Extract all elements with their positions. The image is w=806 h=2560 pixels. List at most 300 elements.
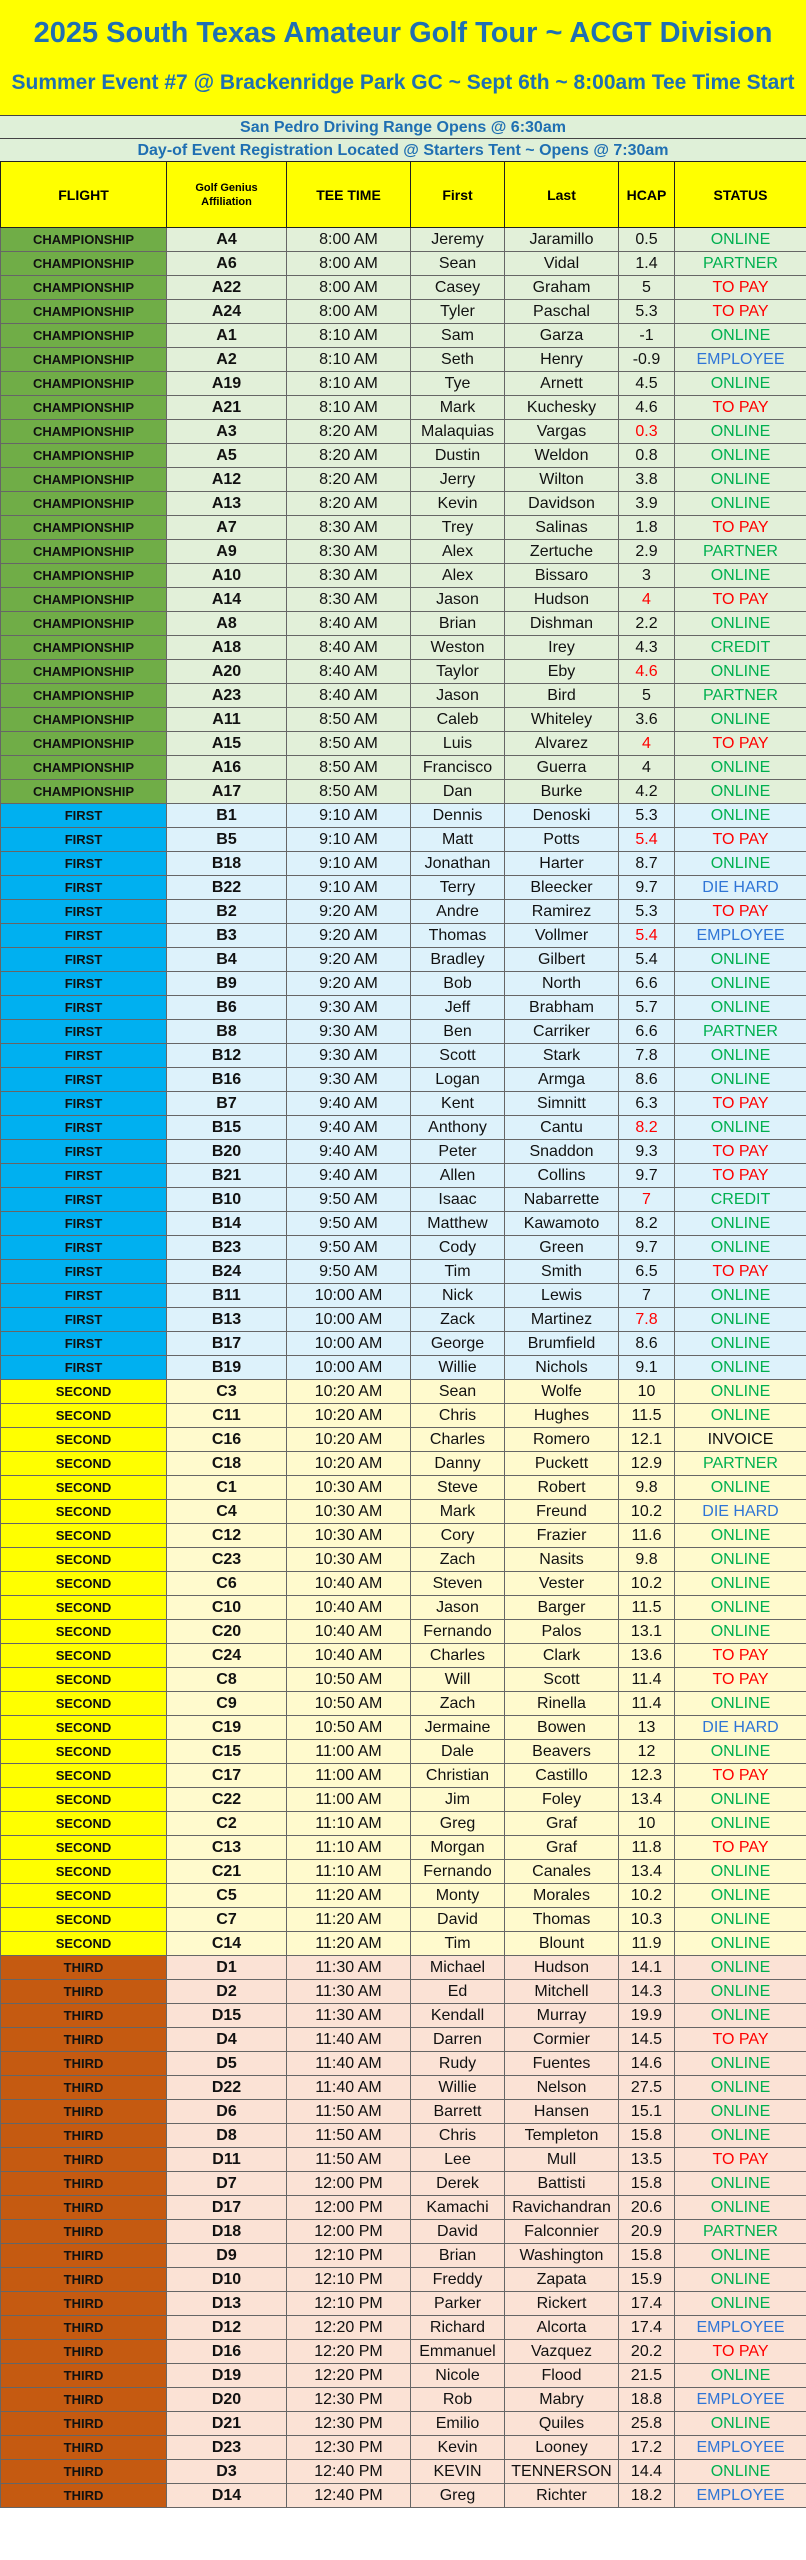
- flight-cell: FIRST: [1, 1140, 167, 1164]
- table-row: [1, 1692, 806, 1716]
- first-name-cell: Lee: [411, 2148, 505, 2172]
- table-row: [1, 1236, 806, 1260]
- hcap-cell: 6.6: [619, 1020, 675, 1044]
- status-cell: DIE HARD: [675, 1716, 806, 1740]
- last-name-cell: Cormier: [505, 2028, 619, 2052]
- col-header-last: Last: [505, 162, 619, 228]
- status-cell: ONLINE: [675, 1212, 806, 1236]
- last-name-cell: Gilbert: [505, 948, 619, 972]
- first-name-cell: Nicole: [411, 2364, 505, 2388]
- tee-time-cell: 9:20 AM: [287, 924, 411, 948]
- first-name-cell: Casey: [411, 276, 505, 300]
- status-cell: EMPLOYEE: [675, 2316, 806, 2340]
- first-name-cell: Taylor: [411, 660, 505, 684]
- affiliation-cell: D14: [167, 2484, 287, 2508]
- tee-time-cell: 10:30 AM: [287, 1476, 411, 1500]
- last-name-cell: Stark: [505, 1044, 619, 1068]
- status-cell: ONLINE: [675, 1620, 806, 1644]
- table-row: [1, 1740, 806, 1764]
- hcap-cell: 0.5: [619, 228, 675, 252]
- first-name-cell: Steven: [411, 1572, 505, 1596]
- status-cell: ONLINE: [675, 1332, 806, 1356]
- flight-cell: SECOND: [1, 1620, 167, 1644]
- tee-time-cell: 8:20 AM: [287, 468, 411, 492]
- flight-cell: FIRST: [1, 876, 167, 900]
- table-row: [1, 2220, 806, 2244]
- table-row: [1, 612, 806, 636]
- hcap-cell: 3: [619, 564, 675, 588]
- tee-time-cell: 10:30 AM: [287, 1500, 411, 1524]
- hcap-cell: 10.2: [619, 1500, 675, 1524]
- flight-cell: FIRST: [1, 996, 167, 1020]
- affiliation-cell: B15: [167, 1116, 287, 1140]
- table-row: [1, 924, 806, 948]
- table-row: [1, 1332, 806, 1356]
- table-row: [1, 1812, 806, 1836]
- status-cell: EMPLOYEE: [675, 348, 806, 372]
- last-name-cell: Collins: [505, 1164, 619, 1188]
- tee-time-cell: 11:00 AM: [287, 1740, 411, 1764]
- status-cell: ONLINE: [675, 1044, 806, 1068]
- table-row: [1, 2100, 806, 2124]
- first-name-cell: Charles: [411, 1644, 505, 1668]
- first-name-cell: Zach: [411, 1548, 505, 1572]
- tee-time-cell: 11:40 AM: [287, 2076, 411, 2100]
- flight-cell: FIRST: [1, 972, 167, 996]
- tee-time-cell: 10:40 AM: [287, 1572, 411, 1596]
- last-name-cell: Nabarrette: [505, 1188, 619, 1212]
- affiliation-cell: C6: [167, 1572, 287, 1596]
- hcap-cell: 17.4: [619, 2316, 675, 2340]
- last-name-cell: Canales: [505, 1860, 619, 1884]
- hcap-cell: 17.2: [619, 2436, 675, 2460]
- affiliation-cell: A1: [167, 324, 287, 348]
- hcap-cell: 1.8: [619, 516, 675, 540]
- first-name-cell: Will: [411, 1668, 505, 1692]
- affiliation-cell: A17: [167, 780, 287, 804]
- last-name-cell: Mitchell: [505, 1980, 619, 2004]
- tee-time-cell: 9:10 AM: [287, 828, 411, 852]
- affiliation-cell: C17: [167, 1764, 287, 1788]
- first-name-cell: Christian: [411, 1764, 505, 1788]
- tee-time-cell: 11:10 AM: [287, 1836, 411, 1860]
- flight-cell: FIRST: [1, 1068, 167, 1092]
- status-cell: PARTNER: [675, 2220, 806, 2244]
- affiliation-cell: B22: [167, 876, 287, 900]
- tee-time-cell: 12:00 PM: [287, 2172, 411, 2196]
- flight-cell: SECOND: [1, 1452, 167, 1476]
- last-name-cell: Alvarez: [505, 732, 619, 756]
- affiliation-cell: D12: [167, 2316, 287, 2340]
- table-row: [1, 1500, 806, 1524]
- last-name-cell: Graf: [505, 1836, 619, 1860]
- table-row: [1, 1956, 806, 1980]
- flight-cell: CHAMPIONSHIP: [1, 636, 167, 660]
- table-row: [1, 1884, 806, 1908]
- table-row: [1, 1620, 806, 1644]
- flight-cell: THIRD: [1, 2172, 167, 2196]
- status-cell: ONLINE: [675, 372, 806, 396]
- table-row: [1, 1164, 806, 1188]
- flight-cell: SECOND: [1, 1836, 167, 1860]
- table-body: [1, 228, 806, 2508]
- hcap-cell: 12: [619, 1740, 675, 1764]
- affiliation-cell: A18: [167, 636, 287, 660]
- hcap-cell: 11.4: [619, 1692, 675, 1716]
- last-name-cell: Looney: [505, 2436, 619, 2460]
- last-name-cell: Quiles: [505, 2412, 619, 2436]
- affiliation-cell: A9: [167, 540, 287, 564]
- last-name-cell: Snaddon: [505, 1140, 619, 1164]
- status-cell: DIE HARD: [675, 1500, 806, 1524]
- flight-cell: CHAMPIONSHIP: [1, 708, 167, 732]
- hcap-cell: 8.7: [619, 852, 675, 876]
- flight-cell: FIRST: [1, 1260, 167, 1284]
- status-cell: ONLINE: [675, 492, 806, 516]
- flight-cell: SECOND: [1, 1572, 167, 1596]
- last-name-cell: Potts: [505, 828, 619, 852]
- tee-time-cell: 11:50 AM: [287, 2124, 411, 2148]
- table-row: [1, 1116, 806, 1140]
- last-name-cell: Vidal: [505, 252, 619, 276]
- affiliation-cell: C16: [167, 1428, 287, 1452]
- flight-cell: CHAMPIONSHIP: [1, 300, 167, 324]
- first-name-cell: Willie: [411, 1356, 505, 1380]
- first-name-cell: Willie: [411, 2076, 505, 2100]
- first-name-cell: Emilio: [411, 2412, 505, 2436]
- flight-cell: THIRD: [1, 2004, 167, 2028]
- tee-time-cell: 10:00 AM: [287, 1356, 411, 1380]
- last-name-cell: Vazquez: [505, 2340, 619, 2364]
- first-name-cell: Matt: [411, 828, 505, 852]
- tee-time-table: [0, 161, 806, 2508]
- first-name-cell: Allen: [411, 1164, 505, 1188]
- tee-time-cell: 12:10 PM: [287, 2292, 411, 2316]
- flight-cell: SECOND: [1, 1476, 167, 1500]
- last-name-cell: Puckett: [505, 1452, 619, 1476]
- status-cell: PARTNER: [675, 684, 806, 708]
- flight-cell: SECOND: [1, 1596, 167, 1620]
- tee-time-cell: 9:20 AM: [287, 972, 411, 996]
- first-name-cell: Tye: [411, 372, 505, 396]
- flight-cell: THIRD: [1, 2196, 167, 2220]
- tee-time-cell: 9:20 AM: [287, 900, 411, 924]
- hcap-cell: 21.5: [619, 2364, 675, 2388]
- first-name-cell: Terry: [411, 876, 505, 900]
- first-name-cell: Ed: [411, 1980, 505, 2004]
- table-row: [1, 2340, 806, 2364]
- table-row: [1, 2148, 806, 2172]
- flight-cell: CHAMPIONSHIP: [1, 468, 167, 492]
- flight-cell: SECOND: [1, 1524, 167, 1548]
- table-row: [1, 1068, 806, 1092]
- status-cell: ONLINE: [675, 2196, 806, 2220]
- tee-time-cell: 9:30 AM: [287, 1068, 411, 1092]
- hcap-cell: 5.4: [619, 828, 675, 852]
- col-header-affiliation-line1: Golf Genius: [195, 181, 258, 194]
- flight-cell: FIRST: [1, 828, 167, 852]
- flight-cell: FIRST: [1, 1284, 167, 1308]
- status-cell: EMPLOYEE: [675, 924, 806, 948]
- flight-cell: CHAMPIONSHIP: [1, 324, 167, 348]
- hcap-cell: 2.9: [619, 540, 675, 564]
- affiliation-cell: C13: [167, 1836, 287, 1860]
- hcap-cell: 14.5: [619, 2028, 675, 2052]
- last-name-cell: Nasits: [505, 1548, 619, 1572]
- hcap-cell: 13.1: [619, 1620, 675, 1644]
- table-row: [1, 1668, 806, 1692]
- flight-cell: THIRD: [1, 2436, 167, 2460]
- affiliation-cell: D7: [167, 2172, 287, 2196]
- table-row: [1, 2196, 806, 2220]
- tee-time-cell: 8:00 AM: [287, 228, 411, 252]
- flight-cell: CHAMPIONSHIP: [1, 372, 167, 396]
- status-cell: ONLINE: [675, 2076, 806, 2100]
- hcap-cell: 11.9: [619, 1932, 675, 1956]
- status-cell: ONLINE: [675, 804, 806, 828]
- last-name-cell: Freund: [505, 1500, 619, 1524]
- affiliation-cell: C4: [167, 1500, 287, 1524]
- flight-cell: THIRD: [1, 2340, 167, 2364]
- table-row: [1, 732, 806, 756]
- table-row: [1, 588, 806, 612]
- first-name-cell: Fernando: [411, 1860, 505, 1884]
- affiliation-cell: D1: [167, 1956, 287, 1980]
- flight-cell: FIRST: [1, 804, 167, 828]
- first-name-cell: David: [411, 1908, 505, 1932]
- first-name-cell: Freddy: [411, 2268, 505, 2292]
- hcap-cell: 4.5: [619, 372, 675, 396]
- affiliation-cell: D11: [167, 2148, 287, 2172]
- first-name-cell: Rob: [411, 2388, 505, 2412]
- tee-time-cell: 11:20 AM: [287, 1908, 411, 1932]
- status-cell: TO PAY: [675, 588, 806, 612]
- flight-cell: FIRST: [1, 1308, 167, 1332]
- last-name-cell: Salinas: [505, 516, 619, 540]
- tee-time-cell: 10:20 AM: [287, 1428, 411, 1452]
- flight-cell: THIRD: [1, 2484, 167, 2508]
- first-name-cell: Kevin: [411, 492, 505, 516]
- table-row: [1, 660, 806, 684]
- affiliation-cell: C15: [167, 1740, 287, 1764]
- table-row: [1, 1860, 806, 1884]
- tee-time-cell: 8:50 AM: [287, 780, 411, 804]
- last-name-cell: Ramirez: [505, 900, 619, 924]
- last-name-cell: Ravichandran: [505, 2196, 619, 2220]
- affiliation-cell: A4: [167, 228, 287, 252]
- affiliation-cell: C10: [167, 1596, 287, 1620]
- hcap-cell: 8.6: [619, 1332, 675, 1356]
- flight-cell: CHAMPIONSHIP: [1, 516, 167, 540]
- flight-cell: SECOND: [1, 1716, 167, 1740]
- last-name-cell: Zapata: [505, 2268, 619, 2292]
- last-name-cell: Scott: [505, 1668, 619, 1692]
- first-name-cell: Charles: [411, 1428, 505, 1452]
- first-name-cell: Dustin: [411, 444, 505, 468]
- flight-cell: SECOND: [1, 1764, 167, 1788]
- tee-time-cell: 11:10 AM: [287, 1812, 411, 1836]
- table-row: [1, 1596, 806, 1620]
- hcap-cell: 4.6: [619, 396, 675, 420]
- table-row: [1, 2124, 806, 2148]
- status-cell: ONLINE: [675, 1356, 806, 1380]
- table-row: [1, 1572, 806, 1596]
- hcap-cell: 4: [619, 732, 675, 756]
- flight-cell: THIRD: [1, 2460, 167, 2484]
- hcap-cell: 18.2: [619, 2484, 675, 2508]
- status-cell: EMPLOYEE: [675, 2436, 806, 2460]
- tee-time-cell: 11:40 AM: [287, 2052, 411, 2076]
- last-name-cell: Fuentes: [505, 2052, 619, 2076]
- status-cell: ONLINE: [675, 1404, 806, 1428]
- flight-cell: CHAMPIONSHIP: [1, 276, 167, 300]
- affiliation-cell: C1: [167, 1476, 287, 1500]
- flight-cell: THIRD: [1, 1956, 167, 1980]
- flight-cell: SECOND: [1, 1692, 167, 1716]
- hcap-cell: 11.6: [619, 1524, 675, 1548]
- last-name-cell: Foley: [505, 1788, 619, 1812]
- status-cell: ONLINE: [675, 756, 806, 780]
- hcap-cell: 18.8: [619, 2388, 675, 2412]
- tee-time-cell: 12:40 PM: [287, 2460, 411, 2484]
- first-name-cell: Chris: [411, 1404, 505, 1428]
- status-cell: ONLINE: [675, 2004, 806, 2028]
- tee-time-cell: 8:40 AM: [287, 612, 411, 636]
- first-name-cell: Dennis: [411, 804, 505, 828]
- tee-time-cell: 10:20 AM: [287, 1380, 411, 1404]
- last-name-cell: Robert: [505, 1476, 619, 1500]
- last-name-cell: Richter: [505, 2484, 619, 2508]
- hcap-cell: 3.9: [619, 492, 675, 516]
- table-row: [1, 1140, 806, 1164]
- status-cell: TO PAY: [675, 2028, 806, 2052]
- hcap-cell: 5.3: [619, 900, 675, 924]
- status-cell: ONLINE: [675, 2292, 806, 2316]
- flight-cell: CHAMPIONSHIP: [1, 444, 167, 468]
- last-name-cell: Battisti: [505, 2172, 619, 2196]
- tee-time-cell: 11:30 AM: [287, 2004, 411, 2028]
- hcap-cell: 9.7: [619, 1236, 675, 1260]
- status-cell: TO PAY: [675, 2340, 806, 2364]
- affiliation-cell: A3: [167, 420, 287, 444]
- tee-time-cell: 12:10 PM: [287, 2244, 411, 2268]
- tee-time-cell: 12:40 PM: [287, 2484, 411, 2508]
- table-row: [1, 2028, 806, 2052]
- hcap-cell: 15.9: [619, 2268, 675, 2292]
- last-name-cell: Hudson: [505, 1956, 619, 1980]
- status-cell: TO PAY: [675, 900, 806, 924]
- last-name-cell: Palos: [505, 1620, 619, 1644]
- status-cell: ONLINE: [675, 2268, 806, 2292]
- hcap-cell: 4: [619, 588, 675, 612]
- flight-cell: SECOND: [1, 1860, 167, 1884]
- tee-time-cell: 9:30 AM: [287, 1044, 411, 1068]
- affiliation-cell: D2: [167, 1980, 287, 2004]
- tee-time-cell: 9:40 AM: [287, 1140, 411, 1164]
- first-name-cell: Steve: [411, 1476, 505, 1500]
- first-name-cell: Brian: [411, 2244, 505, 2268]
- last-name-cell: Davidson: [505, 492, 619, 516]
- status-cell: ONLINE: [675, 972, 806, 996]
- status-cell: ONLINE: [675, 1860, 806, 1884]
- last-name-cell: Carriker: [505, 1020, 619, 1044]
- status-cell: TO PAY: [675, 732, 806, 756]
- status-cell: TO PAY: [675, 2148, 806, 2172]
- first-name-cell: Jim: [411, 1788, 505, 1812]
- flight-cell: THIRD: [1, 2388, 167, 2412]
- affiliation-cell: B1: [167, 804, 287, 828]
- status-cell: ONLINE: [675, 852, 806, 876]
- first-name-cell: Kevin: [411, 2436, 505, 2460]
- last-name-cell: Washington: [505, 2244, 619, 2268]
- status-cell: ONLINE: [675, 468, 806, 492]
- tee-time-cell: 12:30 PM: [287, 2388, 411, 2412]
- affiliation-cell: A20: [167, 660, 287, 684]
- last-name-cell: Eby: [505, 660, 619, 684]
- table-row: [1, 540, 806, 564]
- table-row: [1, 684, 806, 708]
- flight-cell: THIRD: [1, 2052, 167, 2076]
- hcap-cell: 15.1: [619, 2100, 675, 2124]
- tee-time-cell: 11:30 AM: [287, 1980, 411, 2004]
- status-cell: PARTNER: [675, 540, 806, 564]
- status-cell: ONLINE: [675, 1524, 806, 1548]
- tee-time-cell: 11:00 AM: [287, 1788, 411, 1812]
- first-name-cell: Mark: [411, 1500, 505, 1524]
- affiliation-cell: A16: [167, 756, 287, 780]
- page-title: 2025 South Texas Amateur Golf Tour ~ ACGT Division: [0, 0, 806, 58]
- table-row: [1, 2292, 806, 2316]
- affiliation-cell: D9: [167, 2244, 287, 2268]
- affiliation-cell: D3: [167, 2460, 287, 2484]
- table-row: [1, 2316, 806, 2340]
- first-name-cell: Jeremy: [411, 228, 505, 252]
- table-row: [1, 1908, 806, 1932]
- flight-cell: THIRD: [1, 2100, 167, 2124]
- affiliation-cell: C22: [167, 1788, 287, 1812]
- table-row: [1, 1284, 806, 1308]
- table-row: [1, 1044, 806, 1068]
- affiliation-cell: D15: [167, 2004, 287, 2028]
- tee-time-cell: 8:20 AM: [287, 444, 411, 468]
- tee-time-cell: 8:00 AM: [287, 252, 411, 276]
- last-name-cell: Dishman: [505, 612, 619, 636]
- table-row: [1, 396, 806, 420]
- hcap-cell: 9.3: [619, 1140, 675, 1164]
- status-cell: ONLINE: [675, 564, 806, 588]
- tee-time-cell: 10:50 AM: [287, 1716, 411, 1740]
- tee-time-cell: 9:40 AM: [287, 1116, 411, 1140]
- table-row: [1, 2388, 806, 2412]
- status-cell: ONLINE: [675, 1236, 806, 1260]
- status-cell: PARTNER: [675, 1020, 806, 1044]
- affiliation-cell: B16: [167, 1068, 287, 1092]
- affiliation-cell: A13: [167, 492, 287, 516]
- table-row: [1, 2172, 806, 2196]
- affiliation-cell: D23: [167, 2436, 287, 2460]
- range-info: San Pedro Driving Range Opens @ 6:30am: [0, 115, 806, 138]
- flight-cell: THIRD: [1, 2124, 167, 2148]
- affiliation-cell: B11: [167, 1284, 287, 1308]
- hcap-cell: 5.3: [619, 300, 675, 324]
- table-row: [1, 972, 806, 996]
- tee-time-cell: 10:40 AM: [287, 1620, 411, 1644]
- tee-time-cell: 8:20 AM: [287, 492, 411, 516]
- flight-cell: SECOND: [1, 1548, 167, 1572]
- affiliation-cell: C12: [167, 1524, 287, 1548]
- flight-cell: THIRD: [1, 2364, 167, 2388]
- first-name-cell: Malaquias: [411, 420, 505, 444]
